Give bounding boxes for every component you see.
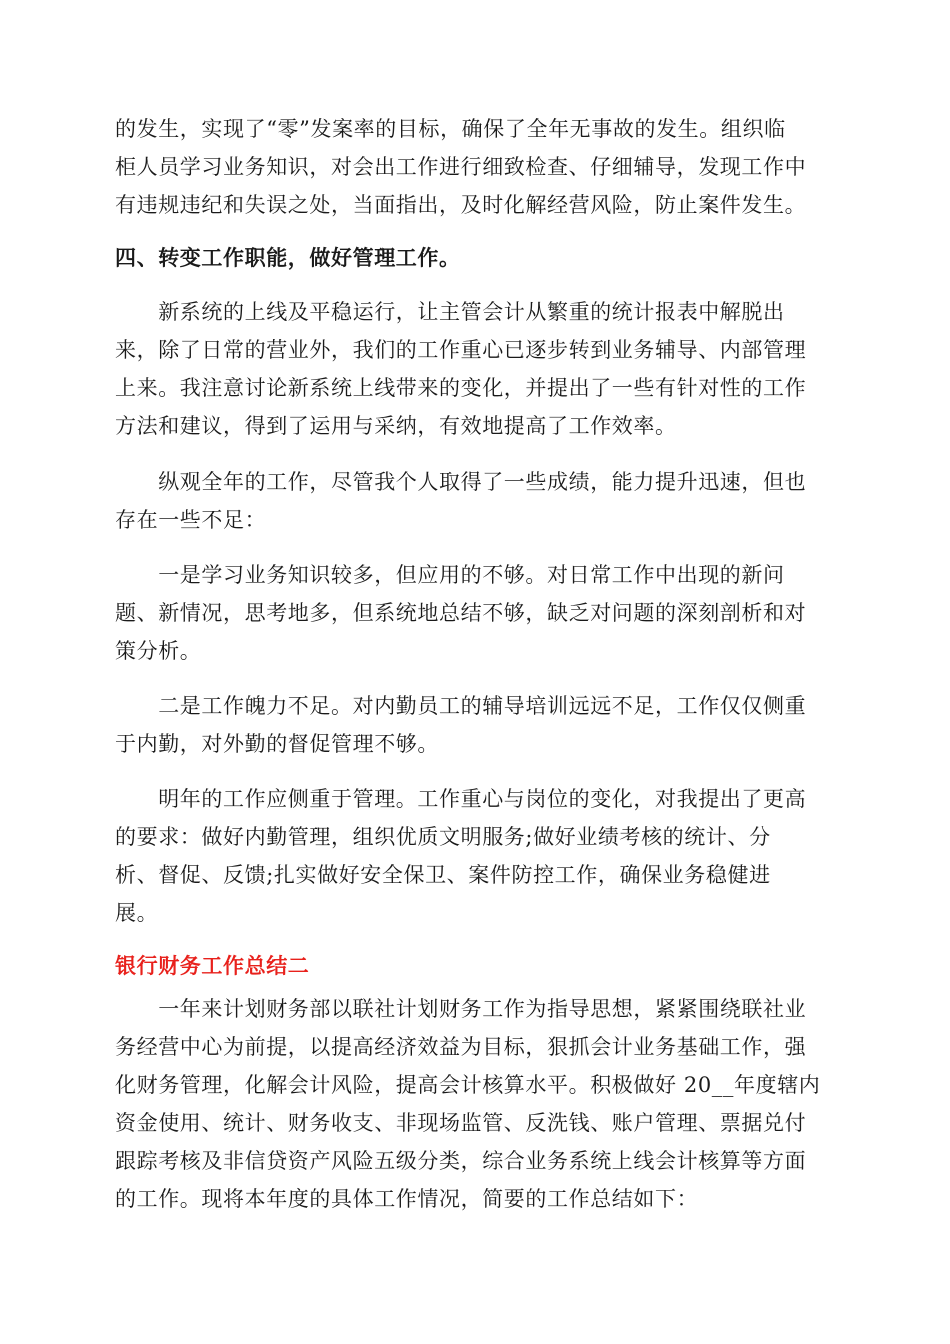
paragraph-shortcoming-two: 二是工作魄力不足。对内勤员工的辅导培训远远不足，工作仅仅侧重 于内勤，对外勤的督促管理不够。 [115, 694, 807, 756]
paragraph-2-block [115, 293, 835, 445]
heading-section-four: 四、转变工作职能，做好管理工作。 [115, 246, 461, 270]
paragraph-finance-summary: 一年来计划财务部以联社计划财务工作为指导思想，紧紧围绕联社业 务经营中心为前提，以提高经济效益为目标，狠抓会计业务基础工作，强 化财务管理，化解会计风险，提高会计核算水平。积极做好 20__年度辖内 资金使用、统计、财务收支、非现场监管、反洗钱、账户管理、票据兑付 跟踪考核及非信贷资产风险五级分类，综合业务系统上线会计核算等方面 的工作。现将本年度的具体工作情况，简要的工作总结如下： [115, 997, 821, 1211]
paragraph-next-year: 明年的工作应侧重于管理。工作重心与岗位的变化，对我提出了更高 的要求：做好内勤管理，组织优质文明服务;做好业绩考核的统计、分 析、督促、反馈;扎实做好安全保卫、案件防控工作，确保业务稳健进 展。 [115, 787, 807, 925]
paragraph-1-block [115, 110, 835, 224]
paragraph-5-block [115, 687, 835, 763]
section-title: 银行财务工作总结二 [115, 954, 310, 978]
paragraph-overview: 纵观全年的工作，尽管我个人取得了一些成绩，能力提升迅速，但也 存在一些不足： [115, 470, 807, 532]
paragraph-4-block [115, 556, 835, 670]
paragraph-7-block [115, 990, 835, 1218]
paragraph-new-system: 新系统的上线及平稳运行，让主管会计从繁重的统计报表中解脱出 来，除了日常的营业外，我们的工作重心已逐步转到业务辅导、内部管理 上来。我注意讨论新系统上线带来的变化，并提出了一些有针对性的工作 方法和建议，得到了运用与采纳，有效地提高了工作效率。 [115, 300, 807, 438]
paragraph-continuation: 的发生，实现了“零”发案率的目标，确保了全年无事故的发生。组织临 柜人员学习业务知识，对会出工作进行细致检查、仔细辅导，发现工作中 有违规违纪和失误之处，当面指出，及时化解经营风险，防止案件发生。 [115, 117, 807, 217]
paragraph-6-block [115, 780, 835, 932]
paragraph-shortcoming-one: 一是学习业务知识较多，但应用的不够。对日常工作中出现的新问 题、新情况，思考地多，但系统地总结不够，缺乏对问题的深刻剖析和对 策分析。 [115, 563, 807, 663]
heading-4-block [115, 239, 835, 277]
section-title-block [115, 947, 835, 985]
paragraph-3-block [115, 463, 835, 539]
